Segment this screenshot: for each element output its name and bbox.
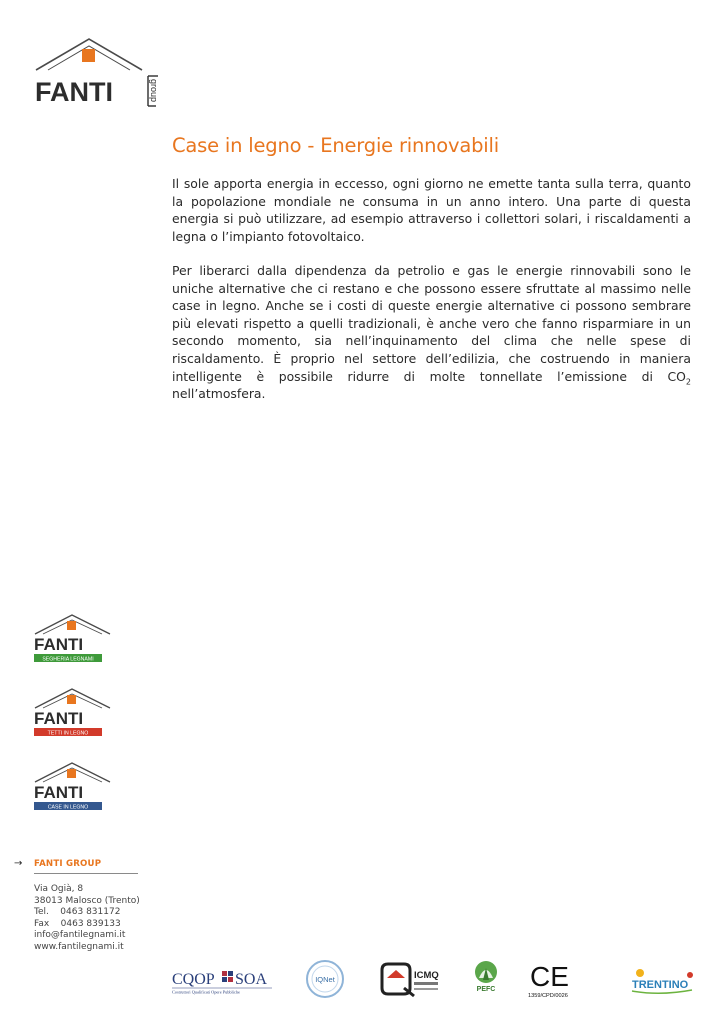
svg-text:FANTI: FANTI <box>34 783 84 802</box>
fanti-case-logo <box>34 761 112 813</box>
email-link[interactable]: info@fantilegnami.it <box>34 930 126 941</box>
logo-window-square <box>82 49 95 62</box>
icmq-logo <box>378 958 440 1000</box>
ce-mark-logo <box>526 958 574 1000</box>
svg-text:ICMQ: ICMQ <box>414 970 439 981</box>
trentino-logo <box>630 958 698 1000</box>
svg-text:CASE IN LEGNO: CASE IN LEGNO <box>47 804 89 811</box>
logo-group-word: group <box>149 79 159 103</box>
svg-text:PEFC: PEFC <box>476 986 496 993</box>
svg-text:Costruttori Qualificati Opere: Costruttori Qualificati Opere Pubbliche <box>172 989 240 995</box>
svg-text:SOA: SOA <box>235 971 268 988</box>
address-line: Via Ogià, 8 <box>34 884 84 894</box>
pefc-logo <box>466 958 506 1000</box>
website-link[interactable]: www.fantilegnami.it <box>34 941 124 952</box>
fanti-group-logo <box>34 36 164 108</box>
contact-divider <box>34 873 138 874</box>
svg-text:IQNet: IQNet <box>315 975 335 984</box>
paragraph-2-end: nell’atmosfera. <box>172 386 266 402</box>
cqop-soa-logo <box>172 958 276 1000</box>
fax-line: Fax 0463 839133 <box>34 918 121 929</box>
svg-text:SEGHERIA LEGNAMI: SEGHERIA LEGNAMI <box>42 656 94 663</box>
page-title: Case in legno - Energie rinnovabili <box>172 134 499 157</box>
city-line: 38013 Malosco (Trento) <box>34 895 140 906</box>
svg-text:TETTI IN LEGNO: TETTI IN LEGNO <box>47 730 89 737</box>
contact-heading: FANTI GROUP <box>34 859 102 869</box>
phone-line: Tel. 0463 831172 <box>34 907 121 918</box>
svg-text:1359/CPD/0026: 1359/CPD/0026 <box>528 993 568 999</box>
contact-details <box>34 884 140 954</box>
co2-subscript: 2 <box>685 377 691 387</box>
svg-text:TRENTINO: TRENTINO <box>632 979 689 991</box>
paragraph-2-text: Per liberarci dalla dipendenza da petrolio e gas le energie rinnovabili sono le uniche alternative che ci restano e che possono essere sfruttate al massimo nelle case in legno. Anche se i costi di queste energie alternative ci possono sembrare più elevati rispetto a quelli tradizionali, è anche vero che fanno risparmiare in un secondo momento, sia nell’inquinamento del clima che nelle spese di riscaldamento. È proprio nel settore dell’edilizia, che costruendo in maniera intelligente è possibile ridurre di molte tonnellate l’emissione di CO <box>172 263 691 384</box>
iqnet-logo <box>305 958 345 1000</box>
fanti-tetti-logo <box>34 687 112 739</box>
svg-text:FANTI: FANTI <box>34 635 84 654</box>
fanti-segheria-logo <box>34 613 112 665</box>
logo-wordmark: FANTI <box>35 77 113 107</box>
body-paragraph-1: Il sole apporta energia in eccesso, ogni giorno ne emette tanta sulla terra, quanto la popolazione mondiale ne consuma in un anno intero. Una parte di questa energia si può utilizzare, ad esempio attraverso i collettori solari, i riscaldamenti a legna o l’impianto fotovoltaico. <box>172 176 691 244</box>
arrow-right-icon: → <box>14 858 23 869</box>
body-paragraph-2 <box>172 262 691 403</box>
svg-text:CE: CE <box>530 961 569 992</box>
svg-text:FANTI: FANTI <box>34 709 84 728</box>
svg-text:CQOP: CQOP <box>172 971 215 988</box>
